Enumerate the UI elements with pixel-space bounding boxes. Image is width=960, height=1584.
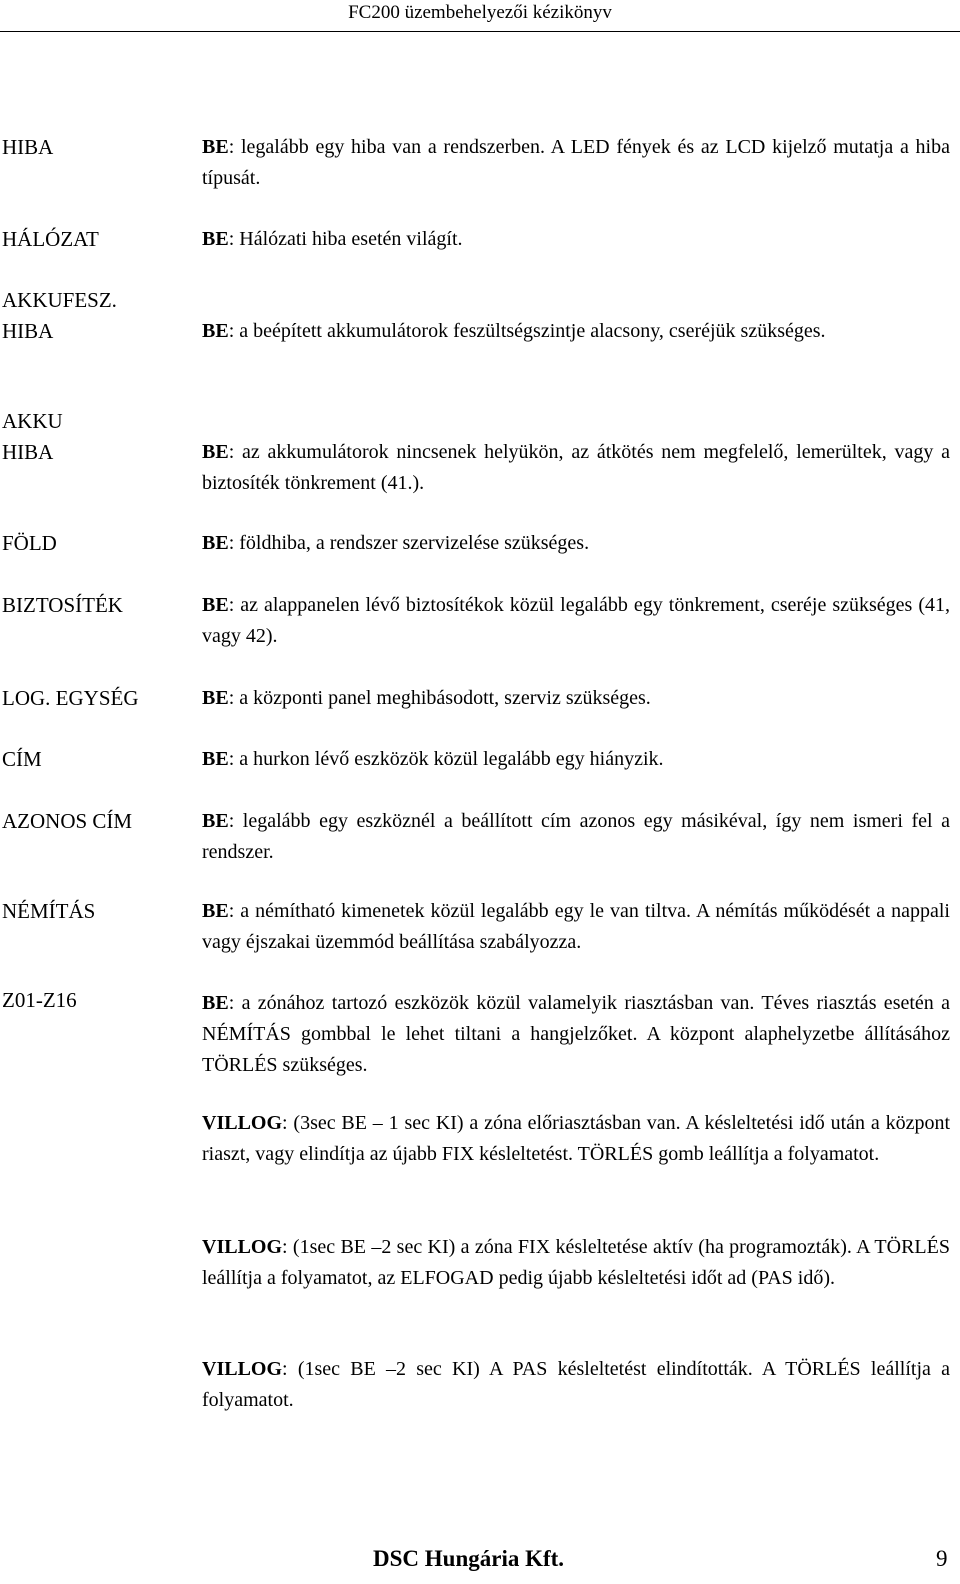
state-keyword: BE [202,228,229,250]
flash-description [202,1354,950,1416]
status-label-line: HIBA [2,135,54,159]
status-description-text: : az akkumulátorok nincsenek helyükön, az átkötés nem megfelelő, lemerültek, vagy a biztosíték tönkrement (41.). [202,441,950,494]
flash-description-text: : (1sec BE –2 sec KI) A PAS késleltetést elindították. A TÖRLÉS leállítja a folyamatot. [202,1358,950,1411]
flash-description [202,1232,950,1294]
status-description [202,988,950,1081]
status-description [202,896,950,958]
status-description [202,224,950,255]
state-keyword: BE [202,992,229,1014]
state-keyword: BE [202,594,229,616]
state-keyword: VILLOG [202,1112,283,1134]
status-description [202,132,950,194]
status-description [202,437,950,499]
status-label-line: BIZTOSÍTÉK [2,593,123,617]
status-description-text: : Hálózati hiba esetén világít. [228,228,463,250]
status-label [2,224,192,255]
status-description-text: : a hurkon lévő eszközök közül legalább egy hiányzik. [228,748,664,770]
status-label-line: CÍM [2,747,42,771]
status-label-line: AKKUFESZ. [2,288,117,312]
status-label [2,528,192,559]
status-label-line: NÉMÍTÁS [2,899,96,923]
state-keyword: BE [202,748,229,770]
page-number: 9 [936,1546,948,1571]
state-keyword: BE [202,532,229,554]
status-label [2,806,192,837]
status-label-line: FÖLD [2,531,57,555]
status-description-text: : földhiba, a rendszer szervizelése szükséges. [228,532,590,554]
status-description [202,316,950,347]
status-description-text: : az alappanelen lévő biztosítékok közül legalább egy tönkrement, cseréje szükséges (41, vagy 42). [202,594,950,647]
status-description [202,683,950,714]
state-keyword: VILLOG [202,1236,283,1258]
status-label-line: AKKU [2,409,63,433]
status-description-text: : legalább egy eszköznél a beállított cím azonos egy másikéval, így nem ismeri fel a rendszer. [202,810,950,863]
state-keyword: BE [202,136,229,158]
status-label [2,683,192,714]
status-label-line: LOG. EGYSÉG [2,686,139,710]
state-keyword: BE [202,900,229,922]
status-description [202,528,950,559]
status-label [2,132,192,163]
state-keyword: BE [202,441,229,463]
status-description-text: : legalább egy hiba van a rendszerben. A LED fények és az LCD kijelző mutatja a hiba típusát. [202,136,950,189]
status-label-line: AZONOS CÍM [2,809,133,833]
header-rule [0,31,960,32]
page-header: FC200 üzembehelyezői kézikönyv [348,2,612,23]
status-label [2,285,192,347]
state-keyword: BE [202,320,229,342]
status-label [2,406,192,468]
status-label [2,590,192,621]
flash-description-text: : (3sec BE – 1 sec KI) a zóna előriasztásban van. A késleltetési idő után a központ riaszt, vagy elindítja az újabb FIX késleltetést. TÖRLÉS gomb leállítja a folyamatot. [202,1112,950,1165]
status-description [202,806,950,868]
flash-description-text: : (1sec BE –2 sec KI) a zóna FIX késleltetése aktív (ha programozták). A TÖRLÉS leállítja a folyamatot, az ELFOGAD pedig újabb késleltetési időt ad (PAS idő). [202,1236,950,1289]
state-keyword: BE [202,810,229,832]
flash-description [202,1108,950,1170]
status-label [2,744,192,775]
status-description [202,744,950,775]
status-label [2,985,192,1016]
status-description-text: : a beépített akkumulátorok feszültségszintje alacsony, cseréjük szükséges. [228,320,826,342]
status-description-text: : a zónához tartozó eszközök közül valamelyik riasztásban van. Téves riasztás esetén a NÉMÍTÁS gombbal le lehet tiltani a hangjelzőket. A központ alaphelyzetbe állításához TÖRLÉS szükséges. [202,992,950,1076]
footer-company: DSC Hungária Kft. [373,1546,565,1571]
status-label-line: HÁLÓZAT [2,227,99,251]
status-label-line: HIBA [2,319,54,343]
status-label [2,896,192,927]
status-label-line: HIBA [2,440,54,464]
status-description [202,590,950,652]
state-keyword: BE [202,687,229,709]
status-description-text: : a némítható kimenetek közül legalább egy le van tiltva. A némítás működését a nappali vagy éjszakai üzemmód beállítása szabályozza. [202,900,950,953]
status-label-line: Z01-Z16 [2,988,77,1012]
state-keyword: VILLOG [202,1358,283,1380]
status-description-text: : a központi panel meghibásodott, szerviz szükséges. [228,687,651,709]
